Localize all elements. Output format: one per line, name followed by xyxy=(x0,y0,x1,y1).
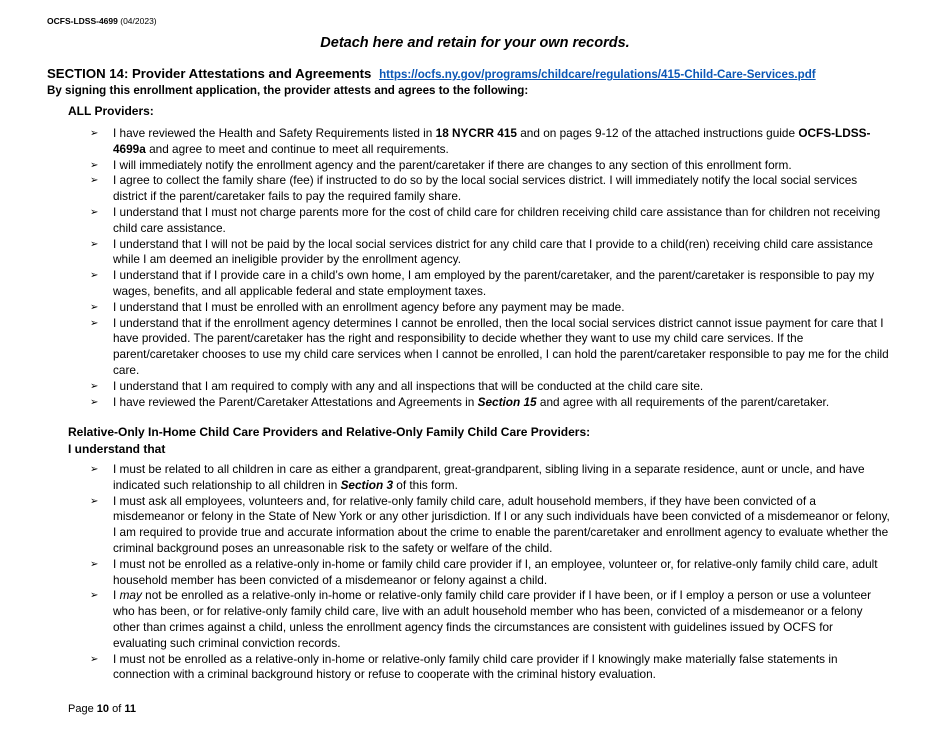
arrow-bullet-icon: ➢ xyxy=(90,301,99,313)
relative-providers-subheading: I understand that xyxy=(68,442,166,456)
arrow-bullet-icon: ➢ xyxy=(90,380,99,392)
section-subtitle: By signing this enrollment application, the provider attests and agrees to the following: xyxy=(47,84,529,97)
arrow-bullet-icon: ➢ xyxy=(90,270,99,282)
list-item: ➢ I agree to collect the family share (fee) if instructed to do so by the local social services district. I will immediately notify the local social services district if the parent/caretaker fails to pay the required family share. xyxy=(90,173,858,204)
list-item: ➢ I may not be enrolled as a relative-only in-home or relative-only family child care provider if I have been, or if I employ a person or use a volunteer who has been, or for relative-only family child care, live with an adult household member who has been, convicted of a misdemeanor or a felony other than crimes against a child, unless the enrollment agency finds the circumstances are consistent with guidelines issued by OCFS for evaluating such criminal conviction records. xyxy=(90,588,872,650)
arrow-bullet-icon: ➢ xyxy=(90,590,99,602)
arrow-bullet-icon: ➢ xyxy=(90,464,99,475)
section-title-text: SECTION 14: Provider Attestations and Agreements xyxy=(47,66,372,81)
arrow-bullet-icon: ➢ xyxy=(90,653,99,665)
regulations-link[interactable]: https://ocfs.ny.gov/programs/childcare/regulations/415-Child-Care-Services.pdf xyxy=(379,68,816,81)
list-item: ➢ I must ask all employees, volunteers and, for relative-only family child care, adult household members, if they have been convicted of a misdemeanor or felony in the State of New York or any other jurisdiction. If I or any such individuals have been convicted of a misdemeanor or felony, I am required to provide true and accurate information about the crime to enable the parent/caretaker and enrollment agency to evaluate whether the criminal background poses an unreasonable risk to the safety or welfare of the child. xyxy=(90,493,890,555)
list-item: ➢ I must be related to all children in care as either a grandparent, great-grandparent, sibling living in a separate residence, aunt or uncle, and have indicated such relationship to all children in Section 3 of this form. xyxy=(90,462,865,492)
form-code: OCFS-LDSS-4699 xyxy=(47,16,118,26)
arrow-bullet-icon: ➢ xyxy=(90,206,99,218)
list-item: ➢ I understand that I must not charge parents more for the cost of child care for children receiving child care assistance than for children not receiving child care assistance. xyxy=(90,204,881,235)
list-item: ➢ I have reviewed the Health and Safety Requirements listed in 18 NYCRR 415 and on pages 9-12 of the attached instructions guide OCFS-LDSS-4699a and agree to meet and continue to meet all requirements. xyxy=(90,126,871,156)
arrow-bullet-icon: ➢ xyxy=(90,558,99,570)
arrow-bullet-icon: ➢ xyxy=(90,159,99,171)
relative-providers-list xyxy=(90,462,890,683)
list-item: ➢ I understand that if the enrollment agency determines I cannot be enrolled, then the local social services district cannot issue payment for care that I have provided. The parent/caretaker has the right and responsibility to decide whether they want to use my child care services. If the parent/caretaker chooses to use my child care services when I cannot be enrolled, I can hold the parent/caretaker responsible to pay me for the child care. xyxy=(90,315,889,377)
arrow-bullet-icon: ➢ xyxy=(90,238,99,250)
list-item: ➢ I understand that I will not be paid by the local social services district for any child care that I provide to a child(ren) receiving child care assistance while I am deemed an ineligible provider by the enrollment agency. xyxy=(90,236,873,267)
list-item: ➢ I understand that I must be enrolled with an enrollment agency before any payment may be made. xyxy=(90,299,625,314)
list-item: ➢ I must not be enrolled as a relative-only in-home or relative-only family child care provider if I knowingly make materially false statements in connection with a criminal background history or refuse to cooperate with the criminal history evaluation. xyxy=(90,651,838,682)
arrow-bullet-icon: ➢ xyxy=(90,175,99,187)
form-date: (04/2023) xyxy=(120,16,157,26)
list-item: ➢ I must not be enrolled as a relative-only in-home or family child care provider if I, an employee, volunteer or, for relative-only family child care, adult household member has been convicted of a misdemeanor or felony against a child. xyxy=(90,556,878,587)
detach-notice: Detach here and retain for your own records. xyxy=(320,35,630,51)
list-item: ➢ I understand that if I provide care in a child’s own home, I am employed by the parent/caretaker, and the parent/caretaker is responsible to pay my wages, benefits, and all applicable federal and state employment taxes. xyxy=(90,268,875,298)
arrow-bullet-icon: ➢ xyxy=(90,396,99,408)
arrow-bullet-icon: ➢ xyxy=(90,495,99,507)
list-item: ➢ I will immediately notify the enrollment agency and the parent/caretaker if there are changes to any section of this enrollment form. xyxy=(90,157,792,172)
form-identifier xyxy=(47,16,157,26)
arrow-bullet-icon: ➢ xyxy=(90,128,99,139)
section-title xyxy=(47,66,816,81)
all-providers-heading: ALL Providers: xyxy=(68,104,154,118)
arrow-bullet-icon: ➢ xyxy=(90,317,99,329)
all-providers-list xyxy=(90,126,890,410)
page-number: Page 10 of 11 xyxy=(68,703,136,715)
list-item: ➢ I understand that I am required to comply with any and all inspections that will be conducted at the child care site. xyxy=(90,378,704,393)
relative-providers-heading: Relative-Only In-Home Child Care Providers and Relative-Only Family Child Care Providers: xyxy=(68,425,591,439)
list-item: ➢ I have reviewed the Parent/Caretaker Attestations and Agreements in Section 15 and agree with all requirements of the parent/caretaker. xyxy=(90,394,830,409)
